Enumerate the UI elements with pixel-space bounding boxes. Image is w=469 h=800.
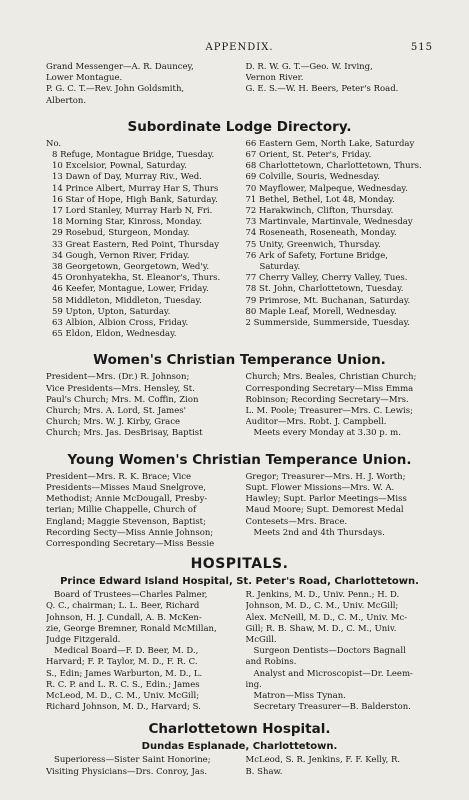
running-title: APPENDIX. [205,42,274,53]
ch-left [46,755,234,777]
text-line: President—Mrs. R. K. Brace; Vice [46,471,192,482]
text-line: Methodist; Annie McDougall, Presby- [46,494,208,505]
lodge-entry: 72 Harakwinch, Clifton, Thursday. [245,206,394,217]
lodge-entry: 70 Mayflower, Malpeque, Wednesday. [245,183,408,194]
text-line: Church; Mrs. A. Lord, St. James' [46,406,186,417]
text-line: Alberton. [46,95,87,106]
pei-left [46,590,234,713]
officers-left [46,62,234,107]
section-heading-charlottetown-hospital: Charlottetown Hospital. [148,721,331,738]
text-line: Auditor—Mrs. Robt. J. Campbell. [245,417,387,428]
lodges-left [46,139,234,341]
wctu-left [46,372,234,439]
section-heading-lodges: Subordinate Lodge Directory. [127,118,352,135]
pei-hospital-body [46,590,433,713]
page-number: 515 [410,42,433,53]
lodge-entry: 76 Ark of Safety, Fortune Bridge, [245,250,388,261]
lodge-entry: 68 Charlottetown, Charlottetown, Thurs. [245,161,422,172]
wctu-right [246,372,434,439]
section-heading-wctu: Women's Christian Temperance Union. [93,352,386,369]
lodge-entry: 66 Eastern Gem, North Lake, Saturday [245,138,415,149]
ywctu-right [246,472,434,550]
officers-continued [46,62,433,107]
lodge-entry: 29 Rosebud, Sturgeon, Monday. [52,228,190,239]
lodge-entry: 16 Star of Hope, High Bank, Saturday. [52,194,218,205]
page-header [46,42,433,58]
text-line: Johnson, H. J. Cundall, A. B. McKen- [46,612,202,623]
lodge-entry: 65 Eldon, Eldon, Wednesday. [52,329,177,340]
ch-right [246,755,434,777]
lodge-entry: 79 Primrose, Mt. Buchanan, Saturday. [245,295,411,306]
text-line: Lower Montague. [46,73,123,84]
subheading-pei-hospital: Prince Edward Island Hospital, St. Peter's Road, Charlottetown. [60,576,419,588]
text-line: S., Edin; James Warburton, M. D., L. [46,668,203,679]
text-line: Richard Johnson, M. D., Harvard; S. [46,702,201,713]
number-label: No. [46,138,62,149]
wctu-body [46,372,433,439]
text-line: B. Shaw. [245,766,283,777]
text-line: Matron—Miss Tynan. [253,690,346,701]
lodge-entry: 13 Dawn of Day, Murray Riv., Wed. [52,172,202,183]
lodge-entry: 17 Lord Stanley, Murray Harb N, Fri. [52,206,213,217]
lodge-entry: 73 Martinvale, Martinvale, Wednesday [245,217,413,228]
ywctu-body [46,472,433,550]
text-line: Meets 2nd and 4th Thursdays. [253,527,385,538]
text-line: Medical Board—F. D. Beer, M. D., [54,646,199,657]
lodges-right [246,139,434,341]
text-line: Surgeon Dentists—Doctors Bagnall [253,646,406,657]
text-line: Vice Presidents—Mrs. Hensley, St. [46,383,195,394]
text-line: President—Mrs. (Dr.) R. Johnson; [46,372,190,383]
text-line: England; Maggie Stevenson, Baptist; [46,516,206,527]
text-line: zie, George Bremner, Ronald McMillan, [46,623,217,634]
lodge-directory [46,139,433,341]
section-heading-hospitals: HOSPITALS. [190,556,289,573]
text-line: Presidents—Misses Maud Snelgrove, [46,482,206,493]
text-line: Maud Moore; Supt. Demorest Medal [245,505,404,516]
text-line: Paul's Church; Mrs. M. Coffin, Zion [46,394,199,405]
text-line: and Robins. [245,657,297,668]
lodge-entry: 14 Prince Albert, Murray Har S, Thurs [52,183,219,194]
text-line: Corresponding Secretary—Miss Emma [245,383,414,394]
text-line: Q. C., chairman; L. L. Beer, Richard [46,601,200,612]
lodge-entry: 58 Middleton, Middleton, Tuesday. [52,295,202,306]
text-line: D. R. W. G. T.—Geo. W. Irving, [245,62,373,72]
text-line: Hawley; Supt. Parlor Meetings—Miss [245,494,407,505]
text-line: Vernon River. [245,73,304,84]
text-line: Analyst and Microscopist—Dr. Leem- [253,668,413,679]
text-line: Robinson; Recording Secretary—Mrs. [245,394,409,405]
text-line: Church; Mrs. Jas. DesBrisay, Baptist [46,428,203,439]
text-line: Contesets—Mrs. Brace. [245,516,348,527]
charlottetown-hospital-body [46,755,433,777]
lodge-entry: 45 Oronhyatekha, St. Eleanor's, Thurs. [52,273,221,284]
lodge-entry: 10 Excelsior, Pownal, Saturday. [52,161,187,172]
lodge-entry: 78 St. John, Charlottetown, Tuesday. [245,284,404,295]
text-line: McLeod, M. D., C. M., Univ. McGill; [46,690,200,701]
text-line: P. G. C. T.—Rev. John Goldsmith, [46,84,185,95]
lodge-entry: 33 Great Eastern, Red Point, Thursday [52,239,220,250]
lodge-entry: 74 Roseneath, Roseneath, Monday. [245,228,397,239]
lodge-entry: 8 Refuge, Montague Bridge, Tuesday. [52,150,215,161]
text-line: Harvard; F. P. Taylor, M. D., F. R. C. [46,657,198,668]
text-line: R. Jenkins, M. D., Univ. Penn.; H. D. [245,590,400,601]
lodge-entry: 75 Unity, Greenwich, Thursday. [245,239,381,250]
lodge-entry: 77 Cherry Valley, Cherry Valley, Tues. [245,273,408,284]
lodge-entry: 80 Maple Leaf, Morell, Wednesday. [245,306,397,317]
subheading-address: Dundas Esplanade, Charlottetown. [141,741,338,753]
text-line: Meets every Monday at 3.30 p. m. [253,428,401,439]
text-line: Supt. Flower Missions—Mrs. W. A. [245,482,395,493]
section-heading-ywctu: Young Women's Christian Temperance Union. [67,451,412,468]
text-line: ing. [245,679,262,690]
lodge-entry: 34 Gough, Vernon River, Friday. [52,250,190,261]
officers-right [246,62,434,107]
text-line: L. M. Poole; Treasurer—Mrs. C. Lewis; [245,406,413,417]
text-line: Alex. McNeill, M. D., C. M., Univ. Mc- [245,612,408,623]
lodge-entry: 18 Morning Star, Kinross, Monday. [52,217,203,228]
text-line: Superioress—Sister Saint Honorine; [54,755,211,766]
text-line: Judge Fitzgerald. [46,634,121,645]
lodge-entry: 67 Orient, St. Peter's, Friday. [245,150,372,161]
text-line: Visiting Physicians—Drs. Conroy, Jas. [46,766,208,777]
text-line: Church; Mrs. W. J. Kirby, Grace [46,417,181,428]
lodge-entry: 71 Bethel, Bethel, Lot 48, Monday. [245,194,395,205]
text-line: terian; Millie Chappelle, Church of [46,505,197,516]
text-line: McLeod, S. R. Jenkins, F. F. Kelly, R. [245,755,401,766]
text-line: Board of Trustees—Charles Palmer, [54,590,208,601]
text-line: Gill; R. B. Shaw, M. D., C. M., Univ. [245,623,397,634]
text-line: R. C. P. and L. R. C. S., Edin.; James [46,679,200,690]
lodge-entry: 63 Albion, Albion Cross, Friday. [52,318,189,329]
text-line: Gregor; Treasurer—Mrs. H. J. Worth; [245,471,406,482]
text-line: Johnson, M. D., C. M., Univ. McGill; [245,601,399,612]
lodge-entry: Saturday. [259,262,301,273]
text-line: McGill. [245,634,277,645]
lodge-entry: 38 Georgetown, Georgetown, Wed'y. [52,262,210,273]
text-line: G. E. S.—W. H. Beers, Peter's Road. [245,84,399,95]
text-line: Corresponding Secretary—Miss Bessie [46,538,215,549]
text-line: Church; Mrs. Beales, Christian Church; [245,372,417,383]
lodge-entry: 69 Colville, Souris, Wednesday. [245,172,380,183]
lodge-entry: 46 Keefer, Montague, Lower, Friday. [52,284,209,295]
pei-right [246,590,434,713]
text-line: Grand Messenger—A. R. Dauncey, [46,62,194,72]
lodge-entry: 2 Summerside, Summerside, Tuesday. [245,318,410,329]
text-line: Recording Secty—Miss Annie Johnson; [46,527,214,538]
ywctu-left [46,472,234,550]
lodge-entry: 59 Upton, Upton, Saturday. [52,306,171,317]
text-line: Secretary Treasurer—B. Balderston. [253,702,411,713]
